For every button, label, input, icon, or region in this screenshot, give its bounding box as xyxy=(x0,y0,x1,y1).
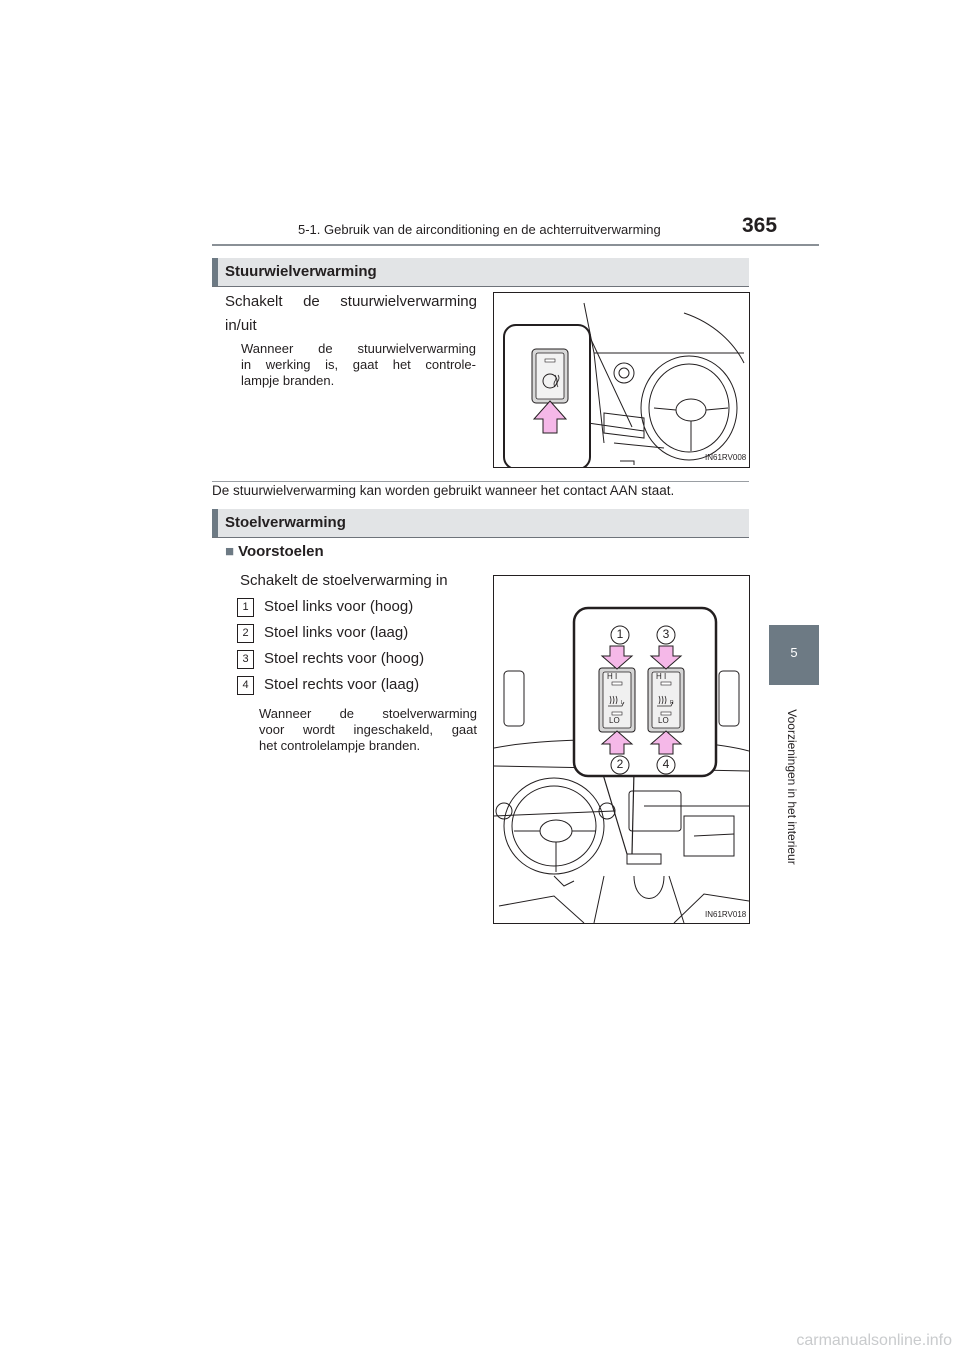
seat-heater-note-line1: Wanneer de stoelverwarming xyxy=(259,706,477,721)
section-accent xyxy=(212,509,218,537)
steering-heater-instruction-line1: Schakelt de stuurwielverwarming xyxy=(225,293,477,310)
figure-code: IN61RV008 xyxy=(705,453,747,462)
steering-heater-footnote: De stuurwielverwarming kan worden gebruikt wanneer het contact AAN staat. xyxy=(212,483,675,498)
subheading-front-seats xyxy=(225,543,324,560)
seat-heater-intro: Schakelt de stoelverwarming in xyxy=(240,572,448,589)
list-item-label: Stoel rechts voor (hoog) xyxy=(264,650,425,667)
steering-heater-note-line2: in werking is, gaat het controle- xyxy=(241,357,476,372)
chapter-label: Voorzieningen in het interieur xyxy=(785,709,799,865)
section-title: Stoelverwarming xyxy=(225,514,346,531)
callout-2: 2 xyxy=(616,757,624,771)
right-switch-letter: R xyxy=(670,700,674,706)
chapter-number: 5 xyxy=(790,645,798,660)
list-item xyxy=(237,673,419,697)
list-item xyxy=(237,647,424,671)
chapter-label-container xyxy=(782,690,802,890)
figure-code: IN61RV018 xyxy=(705,910,747,919)
figure-seat-heater xyxy=(493,575,750,924)
seat-heater-note-line2: voor wordt ingeschakeld, gaat xyxy=(259,722,477,737)
left-switch-lo-label: LO xyxy=(609,716,620,725)
item-number-badge: 1 xyxy=(237,598,254,617)
footnote-rule xyxy=(212,481,749,482)
header-rule xyxy=(212,244,819,246)
callout-4: 4 xyxy=(662,757,670,771)
section-title: Stuurwielverwarming xyxy=(225,263,377,280)
left-switch-letter: L xyxy=(621,700,624,706)
chapter-tab xyxy=(769,625,819,685)
item-number-badge: 3 xyxy=(237,650,254,669)
square-bullet-icon: ■ xyxy=(225,543,235,560)
figure-steering-heater xyxy=(493,292,750,468)
subheading-label: Voorstoelen xyxy=(238,543,324,560)
header-section-title: 5-1. Gebruik van de airconditioning en de achterruitverwarming xyxy=(298,222,661,237)
item-number-badge: 4 xyxy=(237,676,254,695)
section-accent xyxy=(212,258,218,286)
list-item-label: Stoel links voor (laag) xyxy=(264,624,409,641)
right-switch-hi-label: H I xyxy=(656,672,667,681)
right-switch-lo-label: LO xyxy=(658,716,669,725)
list-item xyxy=(237,621,408,645)
steering-heater-instruction-line2: in/uit xyxy=(225,317,257,334)
left-switch-hi-label: H I xyxy=(607,672,618,681)
list-item xyxy=(237,595,413,619)
section-heading-seat-heater xyxy=(212,509,749,538)
steering-heater-note-line3: lampje branden. xyxy=(241,373,335,388)
list-item-label: Stoel links voor (hoog) xyxy=(264,598,414,615)
steering-heater-note-line1: Wanneer de stuurwielverwarming xyxy=(241,341,476,356)
section-heading-steering-heater xyxy=(212,258,749,287)
page-number: 365 xyxy=(742,214,778,237)
callout-3: 3 xyxy=(662,627,670,641)
steering-heater-illustration xyxy=(494,293,749,467)
callout-1: 1 xyxy=(616,627,624,641)
seat-heater-note-line3: het controlelampje branden. xyxy=(259,738,421,753)
watermark: carmanualsonline.info xyxy=(796,1332,952,1349)
list-item-label: Stoel rechts voor (laag) xyxy=(264,676,420,693)
item-number-badge: 2 xyxy=(237,624,254,643)
